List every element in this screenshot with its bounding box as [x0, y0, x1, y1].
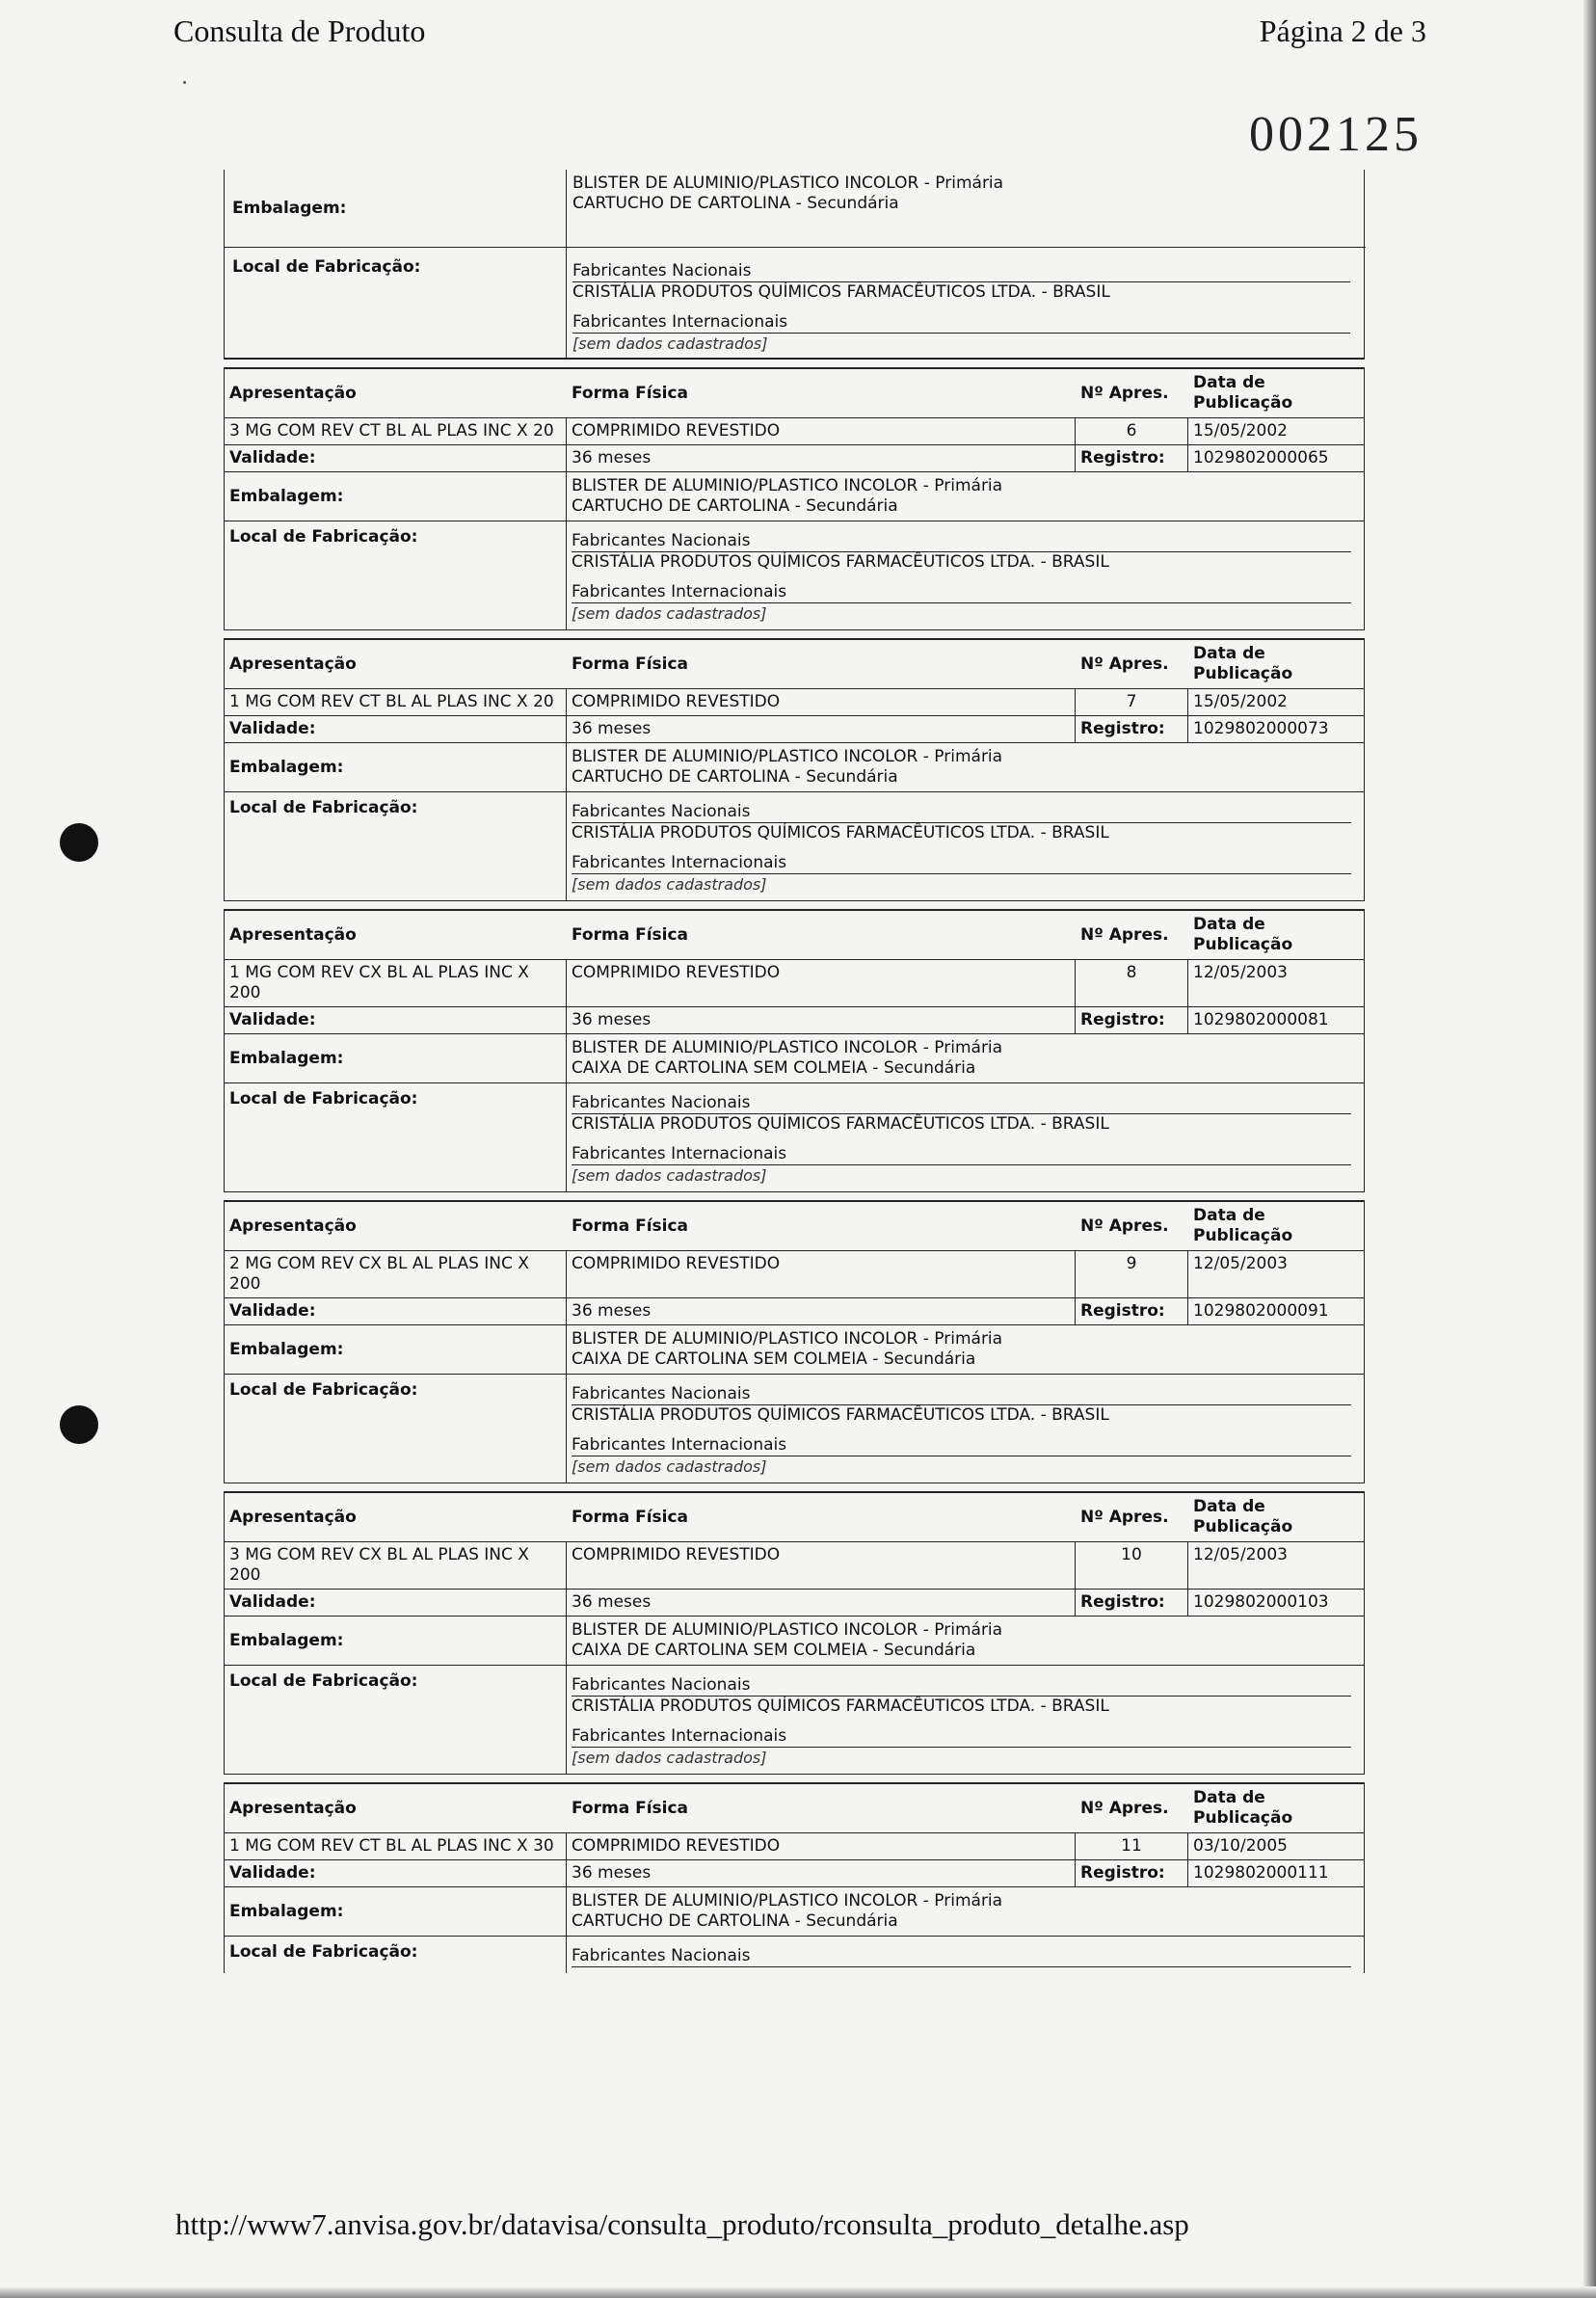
validade-label: Validade: [225, 1860, 567, 1886]
forma-fisica-value: COMPRIMIDO REVESTIDO [567, 689, 1076, 715]
n-apres-header: Nº Apres. [1080, 383, 1169, 403]
fabricante-internacional-empty: [sem dados cadastrados] [572, 334, 768, 353]
embalagem-row [225, 1034, 1364, 1083]
embalagem-primaria: BLISTER DE ALUMINIO/PLASTICO INCOLOR - Primária [572, 1038, 1003, 1057]
embalagem-secundaria: CAIXA DE CARTOLINA SEM COLMEIA - Secundária [572, 1641, 976, 1660]
presentation-header-row [225, 1202, 1364, 1251]
embalagem-row [225, 1325, 1364, 1375]
data-publicacao-value: 12/05/2003 [1193, 1545, 1288, 1564]
registro-label: Registro: [1076, 1007, 1188, 1033]
embalagem-value [567, 743, 1366, 791]
apresentacao-value: 2 MG COM REV CX BL AL PLAS INC X 200 [225, 1251, 567, 1297]
punch-hole-icon [60, 1405, 98, 1444]
source-url: http://www7.anvisa.gov.br/datavisa/consulta_produto/rconsulta_produto_detalhe.asp [175, 2207, 1189, 2241]
validade-value: 36 meses [567, 1590, 1076, 1616]
fabricantes-internacionais-heading: Fabricantes Internacionais [572, 843, 1351, 874]
document-stamp-number: 002125 [1249, 107, 1423, 162]
fabricante-internacional-empty: [sem dados cadastrados] [572, 604, 767, 623]
local-label: Local de Fabricação: [225, 792, 567, 900]
embalagem-label: Embalagem: [225, 1617, 567, 1665]
forma-fisica-value: COMPRIMIDO REVESTIDO [567, 1251, 1076, 1297]
embalagem-secundaria: CARTUCHO DE CARTOLINA - Secundária [572, 767, 898, 787]
n-apres-value: 8 [1076, 960, 1188, 1006]
validade-row [225, 1860, 1364, 1887]
fabricantes-nacionais-heading: Fabricantes Nacionais [572, 1671, 1351, 1697]
embalagem-primaria: BLISTER DE ALUMINIO/PLASTICO INCOLOR - Primária [572, 1329, 1003, 1349]
fabricantes-internacionais-heading: Fabricantes Internacionais [572, 1135, 1351, 1165]
embalagem-label: Embalagem: [225, 472, 567, 521]
data-de-label: Data de [1193, 373, 1265, 392]
data-de-label: Data de [1193, 644, 1265, 663]
presentation-header-row [225, 1493, 1364, 1542]
forma-fisica-header: Forma Física [572, 383, 689, 403]
presentation-block [224, 367, 1365, 630]
publicacao-label: Publicação [1193, 935, 1293, 954]
local-value [567, 792, 1366, 900]
publicacao-label: Publicação [1193, 664, 1293, 683]
fabricantes-nacionais-heading: Fabricantes Nacionais [572, 252, 1350, 282]
presentation-block [224, 1200, 1365, 1483]
validade-label: Validade: [225, 1007, 567, 1033]
embalagem-primaria: BLISTER DE ALUMINIO/PLASTICO INCOLOR - Primária [572, 174, 1004, 193]
fabricantes-nacionais-heading: Fabricantes Nacionais [572, 1380, 1351, 1405]
apresentacao-header: Apresentação [229, 654, 357, 674]
fabricante-internacional-empty: [sem dados cadastrados] [572, 1166, 767, 1185]
presentation-block [224, 1782, 1365, 1973]
presentation-data-row [225, 960, 1364, 1007]
apresentacao-header: Apresentação [229, 1216, 357, 1236]
registro-value: 1029802000081 [1193, 1010, 1329, 1029]
registro-value: 1029802000103 [1193, 1592, 1329, 1612]
data-publicacao-value: 12/05/2003 [1193, 963, 1288, 982]
embalagem-value [567, 1617, 1366, 1665]
embalagem-primaria: BLISTER DE ALUMINIO/PLASTICO INCOLOR - Primária [572, 1620, 1003, 1640]
data-publicacao-header [1188, 911, 1366, 959]
validade-label: Validade: [225, 1590, 567, 1616]
fabricantes-internacionais-heading: Fabricantes Internacionais [572, 303, 1350, 334]
embalagem-label: Embalagem: [225, 1325, 567, 1374]
presentation-header-row [225, 640, 1364, 689]
forma-fisica-header: Forma Física [572, 1798, 689, 1818]
fabricantes-internacionais-heading: Fabricantes Internacionais [572, 1717, 1351, 1748]
local-value [567, 1083, 1366, 1191]
n-apres-value: 11 [1076, 1833, 1188, 1859]
fabricante-nacional: CRISTÁLIA PRODUTOS QUÍMICOS FARMACÊUTICOS LTDA. - BRASIL [572, 1405, 1109, 1425]
local-value [567, 1666, 1366, 1774]
embalagem-value [567, 1325, 1366, 1374]
presentation-block [224, 1491, 1365, 1775]
data-publicacao-header [1188, 640, 1366, 688]
presentation-block [224, 909, 1365, 1192]
local-fabricacao-row [225, 1666, 1364, 1774]
publicacao-label: Publicação [1193, 1226, 1293, 1245]
validade-value: 36 meses [567, 1298, 1076, 1324]
presentation-header-row [225, 911, 1364, 960]
registro-value: 1029802000065 [1193, 448, 1329, 468]
local-value [567, 1375, 1366, 1483]
page-number: Página 2 de 3 [1259, 13, 1426, 48]
validade-label: Validade: [225, 716, 567, 742]
fabricante-internacional-empty: [sem dados cadastrados] [572, 875, 767, 894]
data-publicacao-header [1188, 1784, 1366, 1832]
publicacao-label: Publicação [1193, 1808, 1293, 1828]
punch-hole-icon [60, 823, 98, 862]
data-publicacao-header [1188, 1202, 1366, 1250]
registro-label: Registro: [1076, 716, 1188, 742]
data-de-label: Data de [1193, 1206, 1265, 1225]
embalagem-secundaria: CAIXA DE CARTOLINA SEM COLMEIA - Secundária [572, 1349, 976, 1369]
page-title: Consulta de Produto [173, 13, 426, 48]
forma-fisica-value: COMPRIMIDO REVESTIDO [567, 1833, 1076, 1859]
publicacao-label: Publicação [1193, 1517, 1293, 1536]
data-de-label: Data de [1193, 915, 1265, 934]
forma-fisica-value: COMPRIMIDO REVESTIDO [567, 960, 1076, 1006]
embalagem-label: Embalagem: [225, 743, 567, 791]
validade-row [225, 1590, 1364, 1617]
registro-label: Registro: [1076, 1298, 1188, 1324]
fabricantes-nacionais-heading: Fabricantes Nacionais [572, 1942, 1351, 1967]
speck [183, 81, 186, 84]
data-publicacao-value: 12/05/2003 [1193, 1254, 1288, 1273]
embalagem-secundaria: CARTUCHO DE CARTOLINA - Secundária [572, 194, 899, 213]
registro-label: Registro: [1076, 1860, 1188, 1886]
embalagem-value [567, 472, 1366, 521]
embalagem-row [225, 472, 1364, 521]
apresentacao-value: 1 MG COM REV CT BL AL PLAS INC X 30 [225, 1833, 567, 1859]
embalagem-primaria: BLISTER DE ALUMINIO/PLASTICO INCOLOR - Primária [572, 1891, 1003, 1911]
embalagem-value [567, 170, 1366, 248]
local-label: Local de Fabricação: [225, 521, 567, 629]
forma-fisica-header: Forma Física [572, 924, 689, 945]
fabricante-internacional-empty: [sem dados cadastrados] [572, 1749, 767, 1767]
registro-value: 1029802000111 [1193, 1863, 1329, 1883]
validade-value: 36 meses [567, 1860, 1076, 1886]
local-fabricacao-row [225, 1083, 1364, 1191]
embalagem-secundaria: CAIXA DE CARTOLINA SEM COLMEIA - Secundária [572, 1058, 976, 1078]
fabricante-nacional: CRISTÁLIA PRODUTOS QUÍMICOS FARMACÊUTICOS LTDA. - BRASIL [572, 1114, 1109, 1134]
n-apres-value: 6 [1076, 418, 1188, 444]
embalagem-row [225, 1617, 1364, 1666]
presentation-data-row [225, 1542, 1364, 1590]
fabricantes-internacionais-heading: Fabricantes Internacionais [572, 573, 1351, 603]
apresentacao-value: 3 MG COM REV CX BL AL PLAS INC X 200 [225, 1542, 567, 1589]
data-publicacao-header [1188, 1493, 1366, 1541]
validade-label: Validade: [225, 445, 567, 471]
embalagem-label: Embalagem: [225, 1034, 567, 1082]
apresentacao-value: 3 MG COM REV CT BL AL PLAS INC X 20 [225, 418, 567, 444]
fabricantes-nacionais-heading: Fabricantes Nacionais [572, 798, 1351, 823]
presentation-list [224, 367, 1365, 1973]
validade-value: 36 meses [567, 1007, 1076, 1033]
fabricantes-nacionais-heading: Fabricantes Nacionais [572, 1089, 1351, 1114]
embalagem-label: Embalagem: [225, 170, 567, 248]
data-publicacao-value: 15/05/2002 [1193, 692, 1288, 711]
presentation-data-row [225, 1251, 1364, 1298]
embalagem-value [567, 1887, 1366, 1936]
presentation-header-row [225, 369, 1364, 418]
embalagem-value [567, 1034, 1366, 1082]
local-label: Local de Fabricação: [225, 248, 567, 358]
forma-fisica-value: COMPRIMIDO REVESTIDO [567, 418, 1076, 444]
local-value [567, 248, 1366, 358]
local-fabricacao-row [225, 521, 1364, 629]
data-publicacao-header [1188, 369, 1366, 417]
n-apres-value: 7 [1076, 689, 1188, 715]
embalagem-secundaria: CARTUCHO DE CARTOLINA - Secundária [572, 496, 898, 516]
validade-value: 36 meses [567, 716, 1076, 742]
validade-row [225, 716, 1364, 743]
embalagem-primaria: BLISTER DE ALUMINIO/PLASTICO INCOLOR - Primária [572, 747, 1003, 766]
n-apres-header: Nº Apres. [1080, 924, 1169, 945]
validade-row [225, 1007, 1364, 1034]
fabricantes-nacionais-heading: Fabricantes Nacionais [572, 527, 1351, 552]
n-apres-header: Nº Apres. [1080, 654, 1169, 674]
n-apres-header: Nº Apres. [1080, 1216, 1169, 1236]
n-apres-header: Nº Apres. [1080, 1507, 1169, 1527]
apresentacao-header: Apresentação [229, 924, 357, 945]
data-de-label: Data de [1193, 1497, 1265, 1516]
n-apres-header: Nº Apres. [1080, 1798, 1169, 1818]
presentation-data-row [225, 689, 1364, 716]
local-label: Local de Fabricação: [225, 1937, 567, 1973]
forma-fisica-value: COMPRIMIDO REVESTIDO [567, 1542, 1076, 1589]
n-apres-value: 9 [1076, 1251, 1188, 1297]
validade-label: Validade: [225, 1298, 567, 1324]
forma-fisica-header: Forma Física [572, 654, 689, 674]
fabricante-nacional: CRISTÁLIA PRODUTOS QUÍMICOS FARMACÊUTICOS LTDA. - BRASIL [572, 1697, 1109, 1716]
local-label: Local de Fabricação: [225, 1666, 567, 1774]
local-label: Local de Fabricação: [225, 1083, 567, 1191]
registro-label: Registro: [1076, 445, 1188, 471]
apresentacao-value: 1 MG COM REV CX BL AL PLAS INC X 200 [225, 960, 567, 1006]
local-value [567, 521, 1366, 629]
apresentacao-header: Apresentação [229, 1507, 357, 1527]
registro-value: 1029802000073 [1193, 719, 1329, 738]
fabricante-nacional: CRISTÁLIA PRODUTOS QUÍMICOS FARMACÊUTICOS LTDA. - BRASIL [572, 282, 1110, 302]
presentation-block [224, 638, 1365, 901]
presentation-data-row [225, 1833, 1364, 1860]
data-publicacao-value: 03/10/2005 [1193, 1836, 1288, 1856]
validade-row [225, 1298, 1364, 1325]
local-fabricacao-row [225, 792, 1364, 900]
local-fabricacao-row [225, 1375, 1364, 1483]
local-fabricacao-row [225, 1937, 1364, 1973]
forma-fisica-header: Forma Física [572, 1507, 689, 1527]
embalagem-row [225, 1887, 1364, 1937]
fabricante-nacional: CRISTÁLIA PRODUTOS QUÍMICOS FARMACÊUTICOS LTDA. - BRASIL [572, 552, 1109, 572]
validade-row [225, 445, 1364, 472]
publicacao-label: Publicação [1193, 393, 1293, 413]
registro-value: 1029802000091 [1193, 1301, 1329, 1321]
forma-fisica-header: Forma Física [572, 1216, 689, 1236]
local-value [567, 1937, 1366, 1973]
presentation-data-row [225, 418, 1364, 445]
n-apres-value: 10 [1076, 1542, 1188, 1589]
product-detail-table [224, 170, 1365, 1973]
embalagem-secundaria: CARTUCHO DE CARTOLINA - Secundária [572, 1911, 898, 1931]
registro-label: Registro: [1076, 1590, 1188, 1616]
data-publicacao-value: 15/05/2002 [1193, 421, 1288, 441]
embalagem-row [225, 743, 1364, 792]
continued-block [224, 170, 1365, 360]
scan-edge [0, 2286, 1596, 2298]
apresentacao-header: Apresentação [229, 1798, 357, 1818]
data-de-label: Data de [1193, 1788, 1265, 1807]
validade-value: 36 meses [567, 445, 1076, 471]
local-label: Local de Fabricação: [225, 1375, 567, 1483]
fabricante-internacional-empty: [sem dados cadastrados] [572, 1457, 767, 1476]
apresentacao-value: 1 MG COM REV CT BL AL PLAS INC X 20 [225, 689, 567, 715]
fabricantes-internacionais-heading: Fabricantes Internacionais [572, 1426, 1351, 1456]
apresentacao-header: Apresentação [229, 383, 357, 403]
scan-edge [1583, 0, 1596, 2298]
embalagem-primaria: BLISTER DE ALUMINIO/PLASTICO INCOLOR - Primária [572, 476, 1003, 495]
fabricante-nacional: CRISTÁLIA PRODUTOS QUÍMICOS FARMACÊUTICOS LTDA. - BRASIL [572, 823, 1109, 842]
embalagem-label: Embalagem: [225, 1887, 567, 1936]
presentation-header-row [225, 1784, 1364, 1833]
